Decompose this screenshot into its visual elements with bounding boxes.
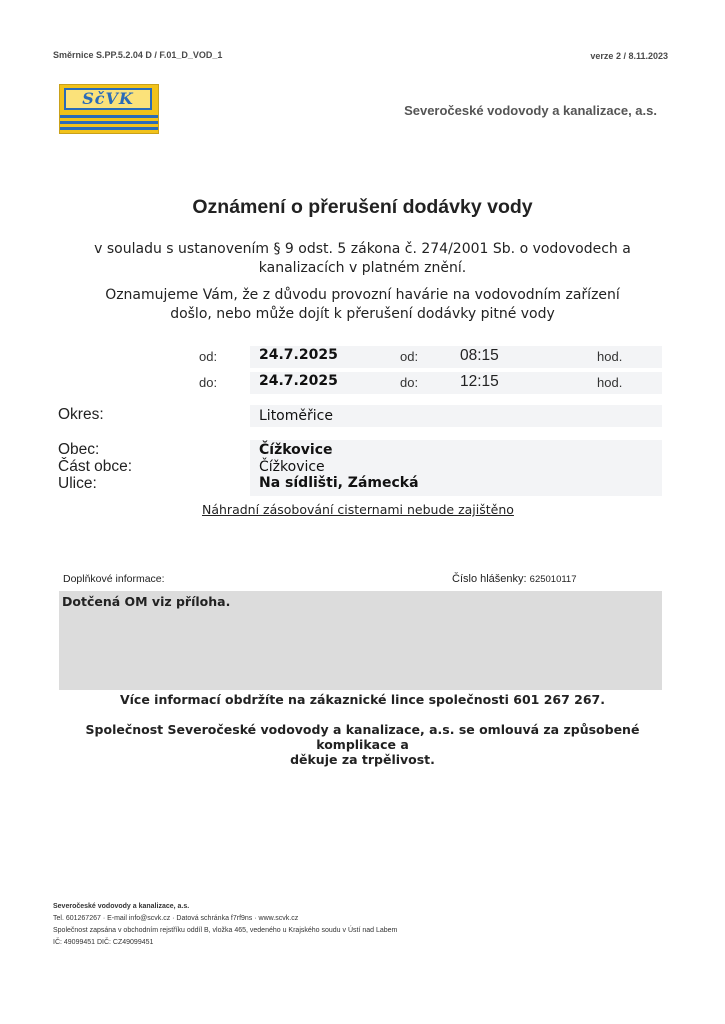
logo-stripe: [60, 127, 158, 130]
hotline-text: Více informací obdržíte na zákaznické lince společnosti 601 267 267.: [119, 692, 606, 707]
district-part-label: Část obce:: [58, 458, 133, 475]
report-number: 625010117: [529, 574, 577, 585]
substitute-supply-note: Náhradní zásobování cisternami nebude zajištěno: [202, 502, 514, 517]
to-time-label: do:: [400, 375, 419, 390]
from-time-unit: hod.: [597, 349, 623, 364]
logo-stripe: [60, 115, 158, 118]
logo-stripe: [60, 121, 158, 124]
form-version: verze 2 / 8.11.2023: [590, 51, 668, 61]
street-value: Na sídlišti, Zámecká: [259, 475, 419, 491]
additional-info-label: Doplňkové informace:: [63, 573, 165, 585]
to-date-label: do:: [199, 375, 218, 390]
apology-line: Společnost Severočeské vodovody a kanalizace, a.s. se omlouvá za způsobené komplikace a: [85, 722, 640, 752]
legal-basis: [60, 240, 665, 278]
from-date-label: od:: [199, 349, 218, 364]
document-title: Oznámení o přerušení dodávky vody: [192, 196, 533, 218]
footer-company: Severočeské vodovody a kanalizace, a.s.: [53, 903, 190, 910]
to-time: 12:15: [460, 373, 499, 390]
to-date: 24.7.2025: [259, 373, 338, 389]
from-time-label: od:: [400, 349, 419, 364]
legal-basis-line: v souladu s ustanovením § 9 odst. 5 zákona č. 274/2001 Sb. o vodovodech a: [94, 241, 631, 257]
legal-basis-line: kanalizacích v platném znění.: [258, 260, 467, 276]
company-name: Severočeské vodovody a kanalizace, a.s.: [404, 103, 657, 118]
from-date: 24.7.2025: [259, 347, 338, 363]
footer-ids: IČ: 49099451 DIČ: CZ49099451: [53, 939, 154, 946]
footer-registry: Společnost zapsána v obchodním rejstříku oddíl B, vložka 465, vedeného u Krajského soudu v Ústí nad Labem: [53, 927, 398, 934]
notice-line: došlo, nebo může dojít k přerušení dodávky pitné vody: [170, 306, 555, 322]
from-time: 08:15: [460, 347, 499, 364]
apology-line: děkuje za trpělivost.: [290, 752, 435, 767]
report-number-label: Číslo hlášenky:: [452, 573, 527, 585]
district-value: Litoměřice: [259, 408, 333, 424]
directive-code: Směrnice S.PP.5.2.04 D / F.01_D_VOD_1: [53, 50, 223, 60]
notice-text: [60, 286, 665, 324]
report-number-field: [452, 573, 577, 585]
municipality-label: Obec:: [58, 441, 100, 458]
district-label: Okres:: [58, 406, 104, 423]
to-time-unit: hod.: [597, 375, 623, 390]
apology-text: [50, 722, 675, 767]
district-part-value: Čížkovice: [259, 459, 325, 475]
municipality-value: Čížkovice: [259, 442, 333, 458]
notice-line: Oznamujeme Vám, že z důvodu provozní havárie na vodovodním zařízení: [105, 287, 620, 303]
footer-contact: Tel. 601267267 · E-mail info@scvk.cz · Datová schránka f7rf9ns · www.scvk.cz: [53, 915, 299, 922]
logo-wordmark: SčVK: [64, 88, 152, 110]
additional-info-text: Dotčená OM viz příloha.: [62, 594, 231, 609]
street-label: Ulice:: [58, 475, 97, 492]
company-logo: [59, 84, 159, 134]
